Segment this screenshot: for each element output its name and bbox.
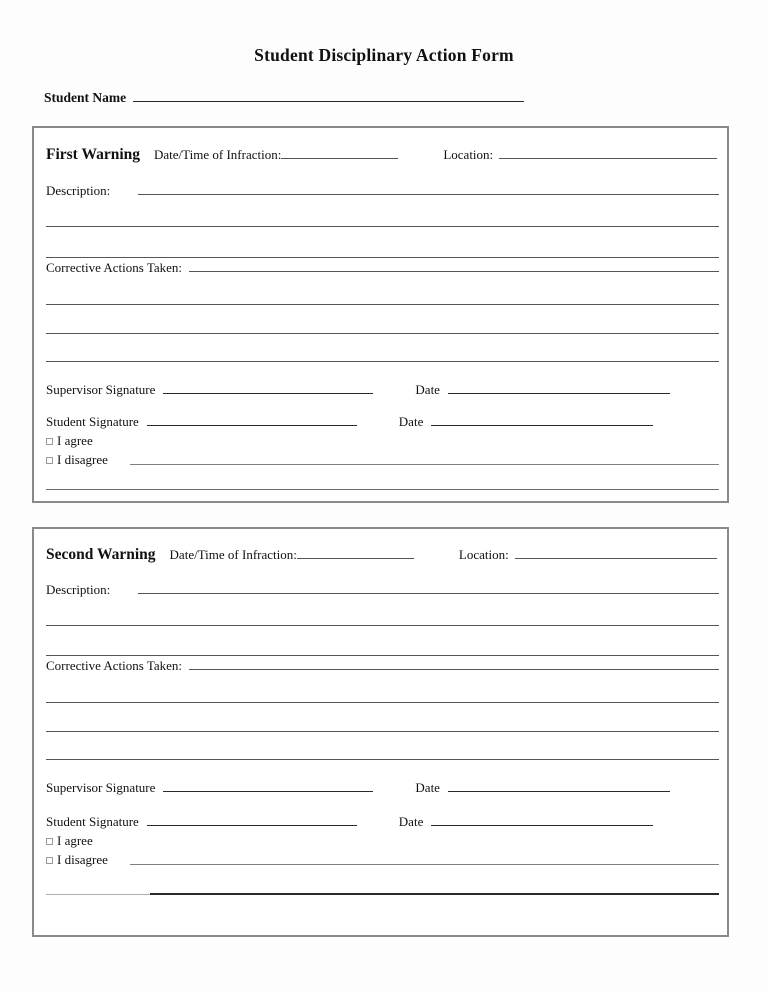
second-warning-title: Second Warning <box>46 546 156 563</box>
first-student-signature-label: Student Signature <box>46 414 139 429</box>
second-student-signature-input[interactable] <box>147 814 357 826</box>
first-corrective-line-2[interactable] <box>46 304 719 305</box>
second-disagree-row <box>46 852 719 868</box>
section-second-warning <box>32 527 729 937</box>
first-corrective-line-4[interactable] <box>46 361 719 362</box>
first-corrective-label: Corrective Actions Taken: <box>46 260 183 275</box>
second-corrective-line-4[interactable] <box>46 759 719 760</box>
student-name-label: Student Name <box>44 90 127 105</box>
first-supervisor-date-input[interactable] <box>448 382 670 394</box>
second-corrective-line-3[interactable] <box>46 731 719 732</box>
second-corrective-label: Corrective Actions Taken: <box>46 658 183 673</box>
first-location-input[interactable] <box>499 148 717 159</box>
second-supervisor-signature-input[interactable] <box>163 780 373 792</box>
second-supervisor-row <box>46 780 719 796</box>
second-student-signature-row <box>46 814 719 830</box>
first-infraction-input[interactable] <box>281 148 398 159</box>
section-first-warning <box>32 126 729 503</box>
first-student-date-label: Date <box>398 414 424 429</box>
second-corrective-line-2[interactable] <box>46 702 719 703</box>
first-agree-row <box>46 433 719 449</box>
second-description-label: Description: <box>46 582 111 597</box>
first-corrective-input[interactable] <box>189 261 719 272</box>
first-location-label: Location: <box>443 147 494 162</box>
second-location-input[interactable] <box>515 548 717 559</box>
first-student-signature-row <box>46 414 719 430</box>
second-disagree-label: I disagree <box>57 852 108 867</box>
first-warning-title: First Warning <box>46 146 141 163</box>
second-infraction-label: Date/Time of Infraction: <box>169 547 297 562</box>
first-supervisor-label: Supervisor Signature <box>46 382 156 397</box>
second-student-signature-label: Student Signature <box>46 814 139 829</box>
first-agree-label: I agree <box>57 433 93 448</box>
second-description-row <box>46 582 719 598</box>
second-location-label: Location: <box>458 547 509 562</box>
page-title: Student Disciplinary Action Form <box>254 45 514 65</box>
second-corrective-input[interactable] <box>189 659 719 670</box>
second-closing-rule-light-segment <box>46 894 150 895</box>
first-closing-rule <box>46 489 719 490</box>
second-supervisor-date-label: Date <box>415 780 440 795</box>
second-student-date-input[interactable] <box>431 814 653 826</box>
first-disagree-row <box>46 452 719 468</box>
second-description-input[interactable] <box>138 583 719 594</box>
first-student-date-input[interactable] <box>431 414 653 426</box>
first-disagree-checkbox[interactable] <box>46 457 53 464</box>
first-disagree-note-input[interactable] <box>130 455 719 465</box>
first-infraction-label: Date/Time of Infraction: <box>154 147 282 162</box>
second-infraction-input[interactable] <box>297 548 414 559</box>
second-description-line-2[interactable] <box>46 625 719 626</box>
second-student-date-label: Date <box>398 814 424 829</box>
first-description-line-3[interactable] <box>46 257 719 258</box>
second-agree-checkbox[interactable] <box>46 838 53 845</box>
second-disagree-checkbox[interactable] <box>46 857 53 864</box>
second-closing-rule <box>46 892 719 895</box>
first-corrective-line-3[interactable] <box>46 333 719 334</box>
second-supervisor-date-input[interactable] <box>448 780 670 792</box>
second-agree-row <box>46 833 719 849</box>
second-warning-header <box>46 546 717 564</box>
first-description-input[interactable] <box>138 184 719 195</box>
student-name-input[interactable] <box>133 90 524 102</box>
first-description-line-2[interactable] <box>46 226 719 227</box>
first-student-signature-input[interactable] <box>147 414 357 426</box>
second-corrective-row <box>46 658 719 674</box>
first-description-row <box>46 183 719 199</box>
first-supervisor-signature-input[interactable] <box>163 382 373 394</box>
student-name-row <box>44 90 524 106</box>
second-disagree-note-input[interactable] <box>130 855 719 865</box>
second-supervisor-label: Supervisor Signature <box>46 780 156 795</box>
first-warning-header <box>46 146 717 164</box>
first-supervisor-row <box>46 382 719 398</box>
first-corrective-row <box>46 260 719 276</box>
first-disagree-label: I disagree <box>57 452 108 467</box>
second-agree-label: I agree <box>57 833 93 848</box>
first-agree-checkbox[interactable] <box>46 438 53 445</box>
second-description-line-3[interactable] <box>46 655 719 656</box>
second-closing-rule-dark-segment <box>150 893 719 895</box>
first-supervisor-date-label: Date <box>415 382 440 397</box>
first-description-label: Description: <box>46 183 111 198</box>
